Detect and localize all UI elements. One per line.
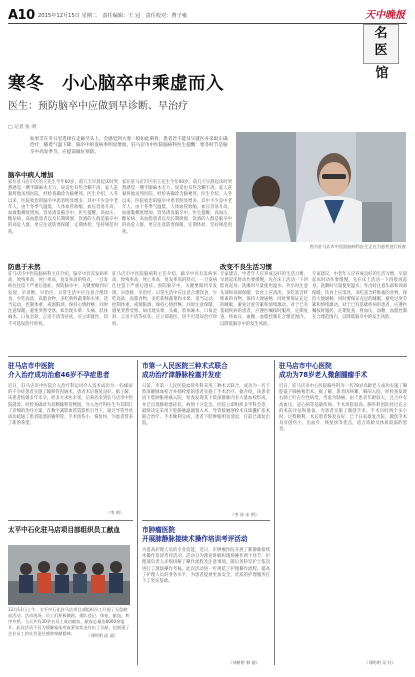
news-note-2: （刘明明 邱 丽） xyxy=(86,633,118,638)
news-text-2: 12月11日上午，太平中石化驻马店项目部组织员工开展了无偿献血活动。活动现场，员工们积极踊跃，排队登记、体检、献血，秩序井然。当天共有30余名员工成功献血，献血总量达8000余毫升。此次活动不仅为缓解临床用血紧张状况作出了贡献，也展现了企业员工的社会责任感和奉献精神。 xyxy=(8,607,130,636)
news-text-5: 近日，驻马店市中心医院胸外科为一名78岁高龄老人成功实施了胸腔镜下肺癌根治术。据了解，患者因咳嗽、胸闷入院，经检查发现右肺上叶占位性病变，考虑为肺癌。由于患者年龄较大，且合并有高血压、冠心病等基础疾病，手术风险较高。胸外科团队经过充分的术前评估和准备，为患者实施了微创手术。手术历时两个多小时，过程顺利，术后患者恢复良好，已于日前康复出院。微创手术具有创伤小、出血少、恢复快等优点，适合高龄及体质较弱的患者。 xyxy=(279,384,407,433)
column-rule-1 xyxy=(137,360,138,665)
doctor-photo-illustration xyxy=(236,132,406,242)
section-text-1b: 家住驻马店市区的王先生今年60岁，前几天早晨起床时突然感觉一侧手脚麻木无力，说话也有些含糊不清，家人赶紧将他送到医院，经检查确诊为脑梗死。医生介绍，入冬以来，医院收治的脑卒中患者明显增多，其中不少是中老年人。由于冬季气温低，人体血管收缩，血压容易升高，血液黏稠度增加，容易诱发脑卒中。医生提醒，高血压、糖尿病、高血脂患者以及长期吸烟、饮酒的人群是脑卒中的高危人群，更应注意防寒保暖，定期体检，坚持规范用药。 xyxy=(122,180,232,235)
news-text-1: 近日，驻马店市中医院介入治疗科运用介入技术成功为一名46岁的不孕症患者实施了输卵管再通术，患者术后恢复良好。据了解，该患者结婚多年未孕，经多方求医未果，后慕名来到驻马店市中医院就诊，经检查确诊为双侧输卵管梗阻。介入治疗科医生为其制订了详细的治疗方案，在数字减影血管造影机引导下，通过导管导丝成功疏通了患者阻塞的输卵管。手术创伤小、恢复快，为患者带来了新的希望。 xyxy=(8,384,133,427)
news-title-2: 太平中石化驻马店项目部组织员工献血 xyxy=(8,526,121,534)
article-lead: 如果非在冬日里选择在走廊尽头上，会感觉到大寒一般如此刺骨，患者若不能及早就医并采取正确治疗，随着气温下降，脑卒中的发病率明显增加，驻马店市中医院脑病科医生提醒：寒冬时节是脑卒中高发季节，应提前做好预防。 xyxy=(30,137,228,155)
section-title-2: 防患于未然 xyxy=(8,263,41,271)
news-note-3: （李 涛 宋 明） xyxy=(230,512,260,517)
news-title-5: 驻马店市中心医院 成功为78岁老人微創腫瘤手术 xyxy=(279,362,368,379)
doctor-photo xyxy=(236,132,406,242)
blood-donation-illustration xyxy=(8,545,130,605)
article-headline: 寒冬 小心脑卒中乘虚而入 xyxy=(8,74,224,94)
section-text-2: 驻马店市中医院脑病科主任介绍，脑卒中具有发病率高、致残率高、死亡率高、复发率高的特点，一旦发病往往留下严重后遗症。预防脑卒中，关键要做到早发现、早诊断、早治疗。日常生活中应注意合理饮食，少吃高盐、高脂食物，多吃新鲜蔬菜和水果；适当运动，控制体重；戒烟限酒，保持心情舒畅；同时注意保暖，避免突然受寒。如出现头晕、头痛、肢体麻木、口角歪斜、言语不清等症状，应立即就医，切不可延误治疗时机。 xyxy=(8,272,108,327)
column-char-1: 名 xyxy=(374,26,388,41)
column-brand xyxy=(347,4,405,64)
section-divider xyxy=(8,356,407,357)
section-title-1: 脑卒中病人增加 xyxy=(8,171,54,179)
blood-donation-photo xyxy=(8,545,130,605)
section-text-1: 家住驻马店市区的王先生今年60岁，前几天早晨起床时突然感觉一侧手脚麻木无力，说话也有些含糊不清，家人赶紧将他送到医院，经检查确诊为脑梗死。医生介绍，入冬以来，医院收治的脑卒中患者明显增多，其中不少是中老年人。由于冬季气温低，人体血管收缩，血压容易升高，血液黏稠度增加，容易诱发脑卒中。医生提醒，高血压、糖尿病、高血脂患者以及长期吸烟、饮酒的人群是脑卒中的高危人群，更应注意防寒保暖，定期体检，坚持规范用药。 xyxy=(8,180,118,235)
column-name-box xyxy=(363,24,399,64)
section-text-2b: 驻马店市中医院脑病科主任介绍，脑卒中具有发病率高、致残率高、死亡率高、复发率高的特点，一旦发病往往留下严重后遗症。预防脑卒中，关键要做到早发现、早诊断、早治疗。日常生活中应注意合理饮食，少吃高盐、高脂食物，多吃新鲜蔬菜和水果；适当运动，控制体重；戒烟限酒，保持心情舒畅；同时注意保暖，避免突然受寒。如出现头晕、头痛、肢体麻木、口角歪斜、言语不清等症状，应立即就医，切不可延误治疗时机。 xyxy=(112,272,217,327)
news-text-4: 为提高护理人员的专业技能，近日，市肿瘤医院开展了肺静脉接续术操作培训考评活动。活动分为理论讲解和现场操作两个环节，护理部负责人详细讲解了操作流程及注意事项，随后各科室护士依次进行了现场操作考核。此次活动进一步规范了护理操作流程，提高了护理人员的业务水平，为患者提供更加安全、优质的护理服务打下了坚实基础。 xyxy=(142,548,270,585)
news-text-3: 日前，市第一人民医院血管外科采用三种术式联合，成功为一名下肢深静脉血栓合并肺栓塞的患者实施了手术治疗。据介绍，该患者因下肢肿胀疼痛入院，检查发现其下肢深静脉内有大量血栓形成，并已出现肺栓塞症状，病情十分危急。医院立即组织多学科会诊，最终决定采用下腔静脉滤器置入术、导管接触溶栓术及球囊扩张术联合治疗。手术顺利完成，患者下肢肿胀明显消退，目前已康复出院。 xyxy=(142,384,270,427)
column-rule-2 xyxy=(274,360,275,665)
news-title-4: 市肿瘤医院 开展肺静脉接续术操作培训考评活动 xyxy=(142,526,248,543)
section-text-3b: 专家建议，中老年人应养成良好的生活习惯，早晨起床时动作要缓慢，先在床上活动一下四肢再起身；洗漱时尽量使用温水；外出时注意头部和颈部保暖；饮食上应清淡，多吃富含纤维素的食物，保持大便通畅；同时要保证充足的睡眠，避免过度劳累和情绪激动。对于已有基础疾病的患者，应遵医嘱按时服药，定期复查，将血压、血糖、血脂控制在合理范围内，以降低脑卒中的发生风险。 xyxy=(312,272,407,321)
news-title-1: 驻马店市中医院 介入治疗成功治愈46岁不孕症患者 xyxy=(8,362,110,379)
news-note-5: （刘明明 吴 红） xyxy=(364,660,396,665)
column-char-3: 馆 xyxy=(375,66,389,81)
section-title-3: 改变不良生活习惯 xyxy=(220,263,272,271)
news-note-1: （李 明） xyxy=(106,510,125,515)
column-char-2: 医 xyxy=(374,43,388,58)
news-divider-1 xyxy=(8,520,133,521)
article-subhead: 医生：预防脑卒中应做到早诊断、早治疗 xyxy=(8,101,188,112)
news-note-4: （刘树桥 韩 毅） xyxy=(228,660,260,665)
news-divider-3 xyxy=(142,520,270,521)
article-byline: □ 记者 张 明 xyxy=(8,125,37,130)
section-text-3: 专家建议，中老年人应养成良好的生活习惯，早晨起床时动作要缓慢，先在床上活动一下四肢再起身；洗漱时尽量使用温水；外出时注意头部和颈部保暖；饮食上应清淡，多吃富含纤维素的食物，保持大便通畅；同时要保证充足的睡眠，避免过度劳累和情绪激动。对于已有基础疾病的患者，应遵医嘱按时服药，定期复查，将血压、血糖、血脂控制在合理范围内，以降低脑卒中的发生风险。 xyxy=(220,272,308,327)
news-title-3: 市第一人民医院三种术式联合 成功治疗津静脉栓塞并发症 xyxy=(142,362,228,379)
photo-caption: 图为驻马店市中医院脑病科医生正在为患者进行检查 xyxy=(309,244,406,249)
page-meta-line: 2015年12月15日 星期二 责任编辑：王 冠 责任校对：曹子雍 xyxy=(38,13,188,19)
brand-tagline: 天中晚报 xyxy=(365,10,405,21)
page-number: A10 xyxy=(8,8,35,23)
